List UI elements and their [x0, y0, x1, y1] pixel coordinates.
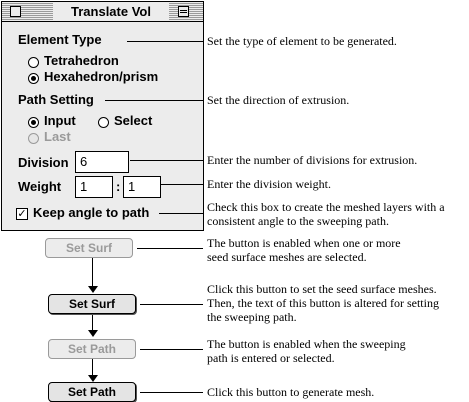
- element-type-heading: Element Type: [18, 32, 102, 47]
- select-radio[interactable]: [98, 117, 109, 128]
- annotation-set-surf-1: Click this button to set the seed surface meshes.: [207, 282, 437, 296]
- window-title: Translate Vol: [53, 3, 169, 20]
- last-radio[interactable]: [28, 133, 39, 144]
- set-path-button-disabled[interactable]: Set Path: [48, 339, 136, 359]
- annotation-set-path: Click this button to generate mesh.: [207, 385, 375, 399]
- hexahedron-prism-radio[interactable]: [28, 73, 39, 84]
- close-box-icon[interactable]: [10, 6, 21, 17]
- arrow-down-icon: [88, 330, 98, 337]
- annotation-keep-angle-1: Check this box to create the meshed layers with a: [207, 200, 445, 214]
- leader-line: [127, 41, 203, 42]
- keep-angle-checkbox[interactable]: ✓: [17, 208, 27, 220]
- arrow-down-icon: [88, 286, 98, 293]
- translate-vol-window: [1, 1, 204, 231]
- set-surf-button[interactable]: Set Surf: [48, 294, 136, 314]
- leader-line: [130, 160, 203, 161]
- leader-line: [137, 248, 203, 249]
- annotation-path-setting: Set the direction of extrusion.: [207, 93, 350, 107]
- leader-line: [159, 213, 203, 214]
- weight-separator: :: [116, 179, 121, 194]
- annotation-division: Enter the number of divisions for extrusion.: [207, 153, 418, 167]
- input-radio[interactable]: [28, 117, 39, 128]
- arrow-down-icon: [88, 375, 98, 382]
- annotation-set-surf-disabled-1: The button is enabled when one or more: [207, 236, 401, 250]
- weight-field-1[interactable]: 1: [75, 176, 113, 198]
- annotation-weight: Enter the division weight.: [207, 177, 331, 191]
- annotation-set-path-disabled-1: The button is enabled when the sweeping: [207, 337, 406, 351]
- weight-label: Weight: [18, 179, 62, 194]
- leader-line: [105, 100, 203, 101]
- leader-line: [140, 349, 203, 350]
- annotation-set-path-disabled-2: path is entered or selected.: [207, 351, 335, 365]
- leader-line: [160, 184, 203, 185]
- tetrahedron-label[interactable]: Tetrahedron: [44, 53, 119, 68]
- set-surf-button-disabled[interactable]: Set Surf: [45, 238, 133, 258]
- division-label: Division: [18, 155, 69, 170]
- title-bar[interactable]: [2, 2, 203, 22]
- annotation-set-surf-2: Then, the text of this button is altered for setting: [207, 296, 439, 310]
- annotation-set-surf-3: the sweeping path.: [207, 310, 297, 324]
- hexahedron-prism-label[interactable]: Hexahedron/prism: [44, 69, 159, 84]
- last-label: Last: [44, 129, 71, 144]
- collapse-box-icon[interactable]: [178, 6, 189, 17]
- annotation-keep-angle-2: consistent angle to the sweeping path.: [207, 214, 389, 228]
- division-field[interactable]: 6: [75, 151, 129, 173]
- weight-field-2[interactable]: 1: [123, 176, 161, 198]
- leader-line: [140, 392, 203, 393]
- input-label[interactable]: Input: [44, 113, 76, 128]
- keep-angle-label[interactable]: Keep angle to path: [33, 205, 150, 220]
- annotation-set-surf-disabled-2: seed surface meshes are selected.: [207, 250, 367, 264]
- annotation-element-type: Set the type of element to be generated.: [207, 34, 397, 48]
- set-path-button[interactable]: Set Path: [48, 382, 136, 402]
- path-setting-heading: Path Setting: [18, 92, 94, 107]
- leader-line: [140, 304, 203, 305]
- tetrahedron-radio[interactable]: [28, 57, 39, 68]
- select-label[interactable]: Select: [114, 113, 153, 128]
